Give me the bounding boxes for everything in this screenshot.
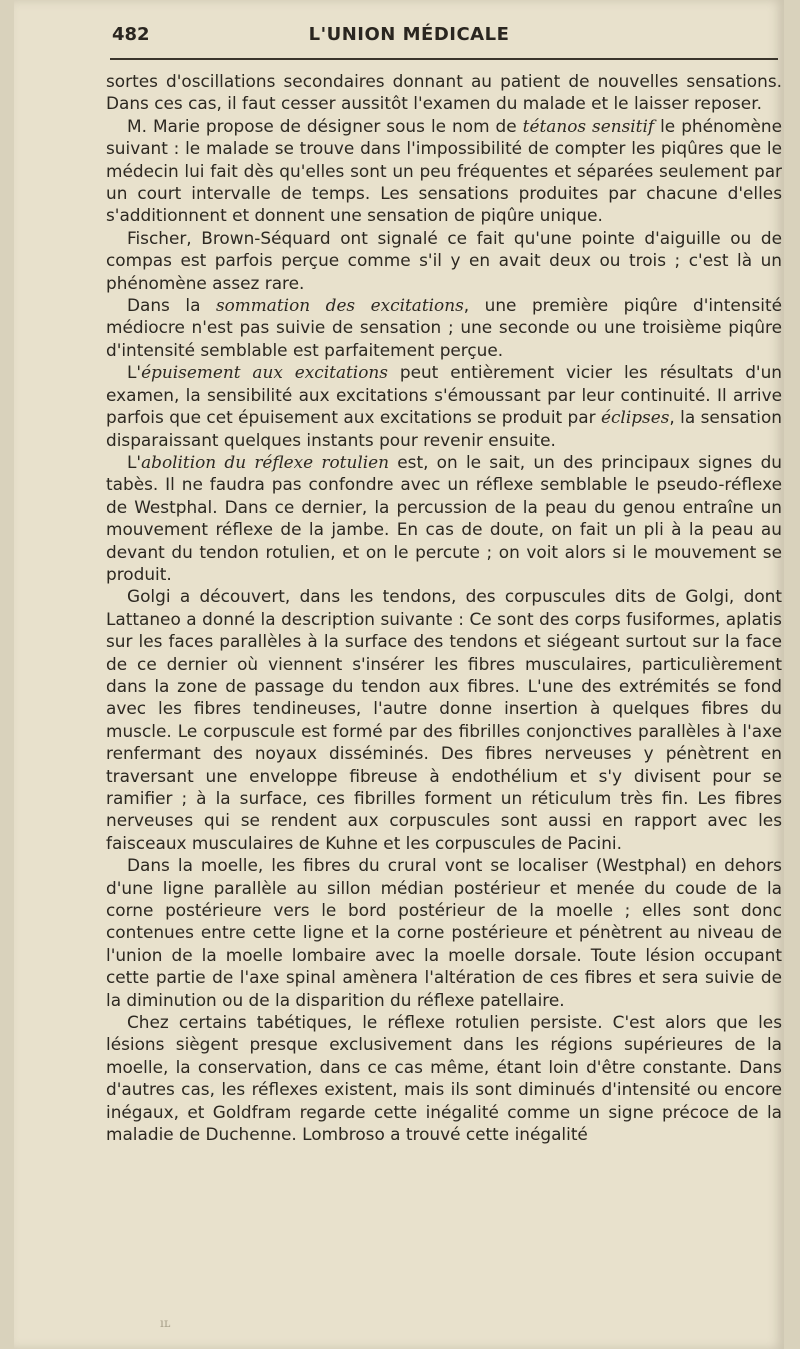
book-page	[14, 0, 784, 1349]
text-run: Chez certains tabétiques, le réflexe rotulien persiste. C'est alors que les lésions siègent presque exclusivement dans les régions supérieures de la moelle, la conservation, dans ce cas même, étant loin d'être constante. Dans d'autres cas, les réflexes existent, mais ils sont diminués d'intensité ou encore inégaux, et Goldfram regarde cette inégalité comme un signe précoce de la maladie de Duchenne. Lombroso a trouvé cette inégalité	[106, 1012, 782, 1145]
paragraph-p3	[106, 227, 782, 294]
page-header	[14, 18, 784, 54]
text-run: le phénomène suivant : le malade se trouve dans l'impossibilité de compter les piqûres que le médecin lui fait dès qu'elles sont un peu fréquentes et séparées seulement par un court intervalle de temps. Les sensations produites par chacune d'elles s'additionnent et donnent une sensation de piqûre unique.	[106, 115, 782, 226]
italic-term: sommation des excitations	[215, 295, 464, 316]
paragraph-p4	[106, 294, 782, 361]
paragraph-p5	[106, 361, 782, 451]
text-run: Dans la	[127, 295, 216, 316]
text-run: peut entièrement vicier les résultats d'un examen, la sensibilité aux excitations s'émoussant par leur continuité. Il arrive parfois que cet épuisement aux excitations se produit par	[106, 362, 782, 428]
ink-smudge: ıʟ	[160, 1316, 171, 1330]
italic-term: épuisement aux excitations	[141, 362, 388, 383]
text-run: , la sensation disparaissant quelques instants pour revenir ensuite.	[106, 407, 782, 450]
paragraph-p8	[106, 854, 782, 1011]
body-text	[106, 70, 782, 1146]
text-run: M. Marie propose de désigner sous le nom de	[127, 115, 523, 136]
text-run: sortes d'oscillations secondaires donnant au patient de nouvelles sensations. Dans ces cas, il faut cesser aussitôt l'examen du malade et le laisser reposer.	[106, 71, 782, 114]
text-run: L'	[127, 451, 142, 472]
text-run: Fischer, Brown-Séquard ont signalé ce fait qu'une pointe d'aiguille ou de compas est parfois perçue comme s'il y en avait deux ou trois ; c'est là un phénomène assez rare.	[106, 227, 782, 293]
running-title: L'UNION MÉDICALE	[308, 24, 510, 45]
paragraph-p2	[106, 115, 782, 227]
paragraph-p1	[106, 70, 782, 115]
text-run: Dans la moelle, les fibres du crural vont se localiser (Westphal) en dehors d'une ligne parallèle au sillon médian postérieur et menée du coude de la corne postérieure vers le bord postérieur de la moelle ; elles sont donc contenues entre cette ligne et la corne postérieure et pénètrent au niveau de l'union de la moelle lombaire avec la moelle dorsale. Toute lésion occupant cette partie de l'axe spinal amènera l'altération de ces fibres et sera suivie de la diminution ou de la disparition du réflexe patellaire.	[106, 855, 782, 1010]
paragraph-p7	[106, 585, 782, 854]
text-run: , une première piqûre d'intensité médiocre n'est pas suivie de sensation ; une seconde ou une troisième piqûre d'intensité semblable est parfaitement perçue.	[106, 295, 782, 360]
text-run: est, on le sait, un des principaux signes du tabès. Il ne faudra pas confondre avec un réflexe semblable le pseudo-réflexe de Westphal. Dans ce dernier, la percussion de la peau du genou entraîne un mouvement réflexe de la jambe. En cas de doute, on fait un pli à la peau au devant du tendon rotulien, et on le percute ; on voit alors si le mouvement se produit.	[106, 451, 782, 584]
paragraph-p9	[106, 1011, 782, 1145]
text-run: Golgi a découvert, dans les tendons, des corpuscules dits de Golgi, dont Lattaneo a donné la description suivante : Ce sont des corps fusiformes, aplatis sur les faces parallèles à la surface des tendons et siégeant surtout sur la face de ce dernier où viennent s'insérer les fibres musculaires, particulièrement dans la zone de passage du tendon aux fibres. L'une des extrémités se fond avec les fibres tendineuses, l'autre donne insertion à quelques fibres du muscle. Le corpuscule est formé par des fibrilles conjonctives parallèles à l'axe renfermant des noyaux disséminés. Des fibres nerveuses y pénètrent en traversant une enveloppe fibreuse à endothélium et s'y divisent pour se ramifier ; à la surface, ces fibrilles forment un réticulum très fin. Les fibres nerveuses qui se rendent aux corpuscules sont aussi en rapport avec les faisceaux musculaires de Kuhne et les corpuscules de Pacini.	[106, 586, 782, 853]
page-number: 482	[112, 24, 150, 45]
header-rule	[110, 58, 778, 60]
italic-term: éclipses	[600, 407, 670, 428]
paragraph-p6	[106, 451, 782, 585]
text-run: L'	[127, 362, 142, 383]
italic-term: tétanos sensitif	[522, 115, 655, 136]
italic-term: abolition du réflexe rotulien	[141, 451, 390, 472]
